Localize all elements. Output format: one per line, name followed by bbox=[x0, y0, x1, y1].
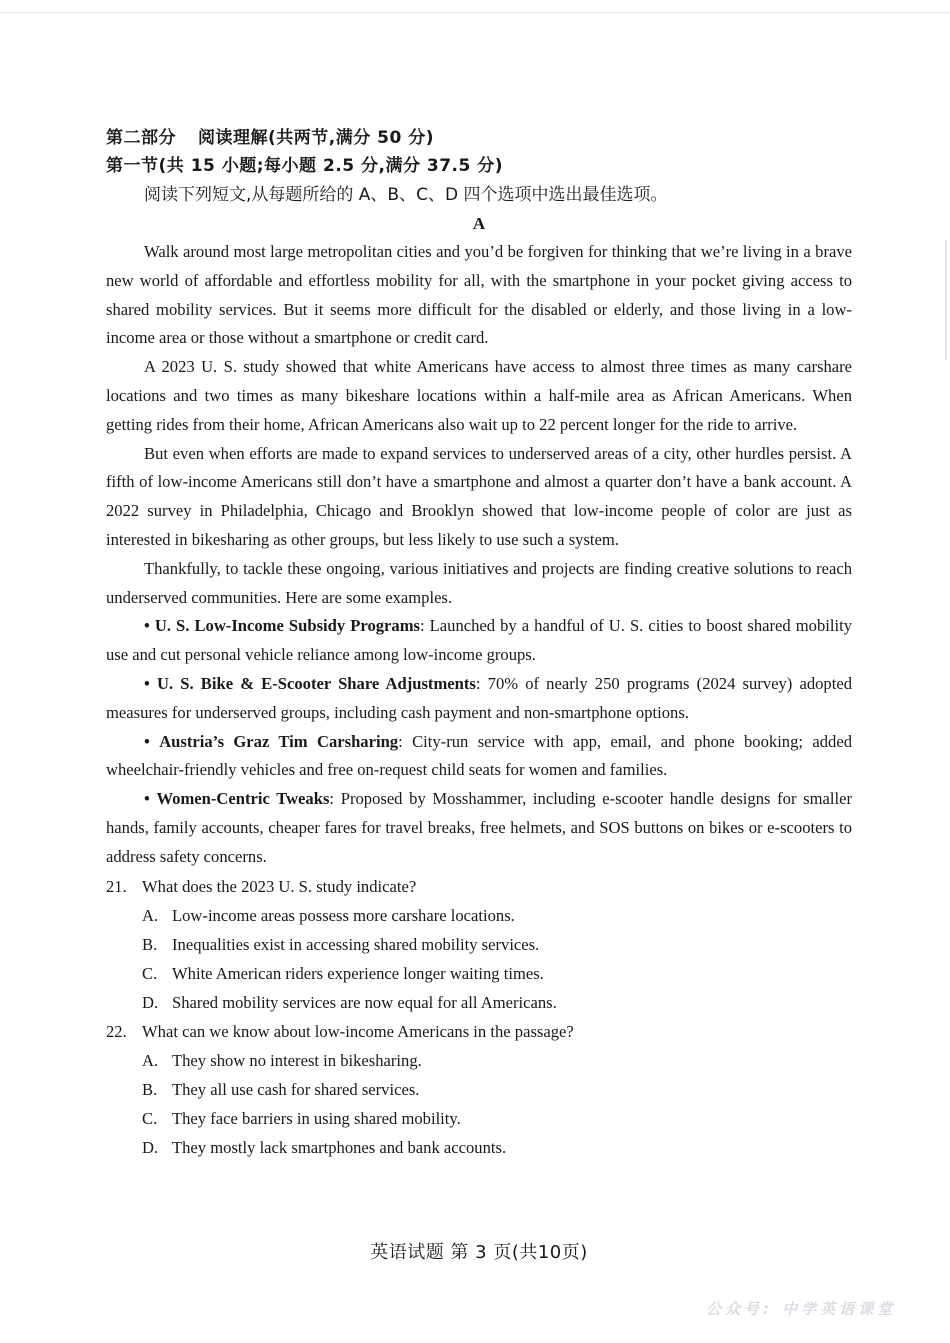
option-letter: C. bbox=[142, 1108, 158, 1128]
option-letter: A. bbox=[142, 1050, 159, 1070]
example-separator: : bbox=[419, 616, 425, 636]
option-letter: C. bbox=[142, 963, 158, 983]
passage-paragraph: Thankfully, to tackle these ongoing, various initiatives and projects are finding creative solutions to reach underserved communities. Here are some examples. bbox=[106, 558, 852, 607]
option-letter: D. bbox=[142, 1137, 159, 1157]
option-letter: D. bbox=[142, 992, 159, 1012]
answer-option-a[interactable] bbox=[106, 901, 852, 930]
page-footer: 英语试题 第 3 页(共10页) bbox=[370, 1242, 588, 1263]
example-item bbox=[106, 785, 852, 871]
scan-top-edge bbox=[0, 12, 950, 13]
example-separator: : bbox=[475, 673, 481, 693]
answer-option-c[interactable] bbox=[106, 959, 852, 988]
scan-right-edge bbox=[945, 240, 947, 360]
question-text: What does the 2023 U. S. study indicate? bbox=[142, 876, 417, 896]
option-text: They mostly lack smartphones and bank accounts. bbox=[172, 1137, 507, 1157]
passage-label: A bbox=[472, 214, 486, 233]
example-text: City-run service with app, email, and phone booking; added wheelchair-friendly vehicles and free on-request child seats for women and families. bbox=[106, 731, 852, 780]
passage-paragraph: But even when efforts are made to expand services to underserved areas of a city, other hurdles persist. A fifth of low-income Americans still don’t have a smartphone and almost a quarter don’t have a bank account. A 2022 survey in Philadelphia, Chicago and Brooklyn showed that low-income people of color are just as interested in bikesharing as other groups, but less likely to use such a system. bbox=[106, 443, 852, 549]
instruction-text: 阅读下列短文,从每题所给的 A、B、C、D 四个选项中选出最佳选项。 bbox=[144, 185, 668, 205]
part-heading bbox=[106, 124, 852, 152]
answer-option-b[interactable] bbox=[106, 930, 852, 959]
example-separator: : bbox=[398, 731, 403, 751]
subsection-heading: 第一节(共 15 小题;每小题 2.5 分,满分 37.5 分) bbox=[106, 156, 504, 176]
option-letter: B. bbox=[142, 1079, 158, 1099]
passage-paragraph: A 2023 U. S. study showed that white Americans have access to almost three times as many carshare locations and two times as many bikeshare locations within a half-mile area as African Americans. When getting rides from their home, African Americans also wait up to 22 percent longer for the ride to arrive. bbox=[106, 357, 852, 434]
bullet-icon: • bbox=[144, 616, 150, 636]
option-text: They all use cash for shared services. bbox=[172, 1079, 420, 1099]
part-title: 阅读理解(共两节,满分 50 分) bbox=[198, 128, 434, 148]
question-21 bbox=[106, 872, 852, 1017]
example-text: 70% of nearly 250 programs (2024 survey) adopted measures for underserved groups, including cash payment and non-smartphone options. bbox=[106, 673, 852, 722]
example-text: Launched by a handful of U. S. cities to boost shared mobility use and cut personal vehicle reliance among low-income groups. bbox=[106, 616, 852, 665]
passage-paragraph: Walk around most large metropolitan cities and you’d be forgiven for thinking that we’re living in a brave new world of affordable and effortless mobility for all, with the smartphone in your pocket giving access to shared mobility services. But it seems more difficult for the disabled or elderly, and those living in a low-income area or those without a smartphone or credit card. bbox=[106, 242, 852, 348]
bullet-icon: • bbox=[144, 789, 150, 809]
answer-option-a[interactable] bbox=[106, 1046, 852, 1075]
bullet-icon: • bbox=[144, 673, 150, 693]
example-title: Austria’s Graz Tim Carsharing bbox=[159, 731, 399, 751]
example-item bbox=[106, 670, 852, 728]
question-list bbox=[106, 872, 852, 1162]
part-number: 第二部分 bbox=[106, 128, 176, 148]
answer-option-d[interactable] bbox=[106, 1133, 852, 1162]
option-text: They show no interest in bikesharing. bbox=[172, 1050, 422, 1070]
example-item bbox=[106, 728, 852, 786]
example-separator: : bbox=[329, 789, 335, 809]
question-stem bbox=[106, 1017, 852, 1046]
example-title: Women-Centric Tweaks bbox=[156, 789, 330, 809]
option-text: Inequalities exist in accessing shared mobility services. bbox=[172, 934, 540, 954]
option-text: They face barriers in using shared mobility. bbox=[172, 1108, 461, 1128]
example-text: Proposed by Mosshammer, including e-scooter handle designs for smaller hands, family accounts, cheaper fares for travel breaks, free helmets, and SOS buttons on bikes or e-scooters to address safety concerns. bbox=[106, 789, 852, 866]
watermark: 公众号: 中学英语课堂 bbox=[706, 1300, 897, 1318]
question-stem bbox=[106, 872, 852, 901]
option-text: Low-income areas possess more carshare locations. bbox=[172, 905, 515, 925]
answer-option-d[interactable] bbox=[106, 988, 852, 1017]
option-letter: A. bbox=[142, 905, 159, 925]
option-text: Shared mobility services are now equal for all Americans. bbox=[172, 992, 557, 1012]
example-title: U. S. Bike & E-Scooter Share Adjustments bbox=[156, 673, 476, 693]
question-number: 21. bbox=[106, 876, 127, 896]
question-22 bbox=[106, 1017, 852, 1162]
answer-option-b[interactable] bbox=[106, 1075, 852, 1104]
exam-page bbox=[106, 124, 852, 1162]
question-text: What can we know about low-income Americans in the passage? bbox=[142, 1021, 574, 1041]
bullet-icon: • bbox=[144, 731, 150, 751]
option-text: White American riders experience longer waiting times. bbox=[172, 963, 544, 983]
example-title: U. S. Low-Income Subsidy Programs bbox=[154, 616, 420, 636]
question-number: 22. bbox=[106, 1021, 127, 1041]
answer-option-c[interactable] bbox=[106, 1104, 852, 1133]
option-letter: B. bbox=[142, 934, 158, 954]
example-item bbox=[106, 612, 852, 670]
